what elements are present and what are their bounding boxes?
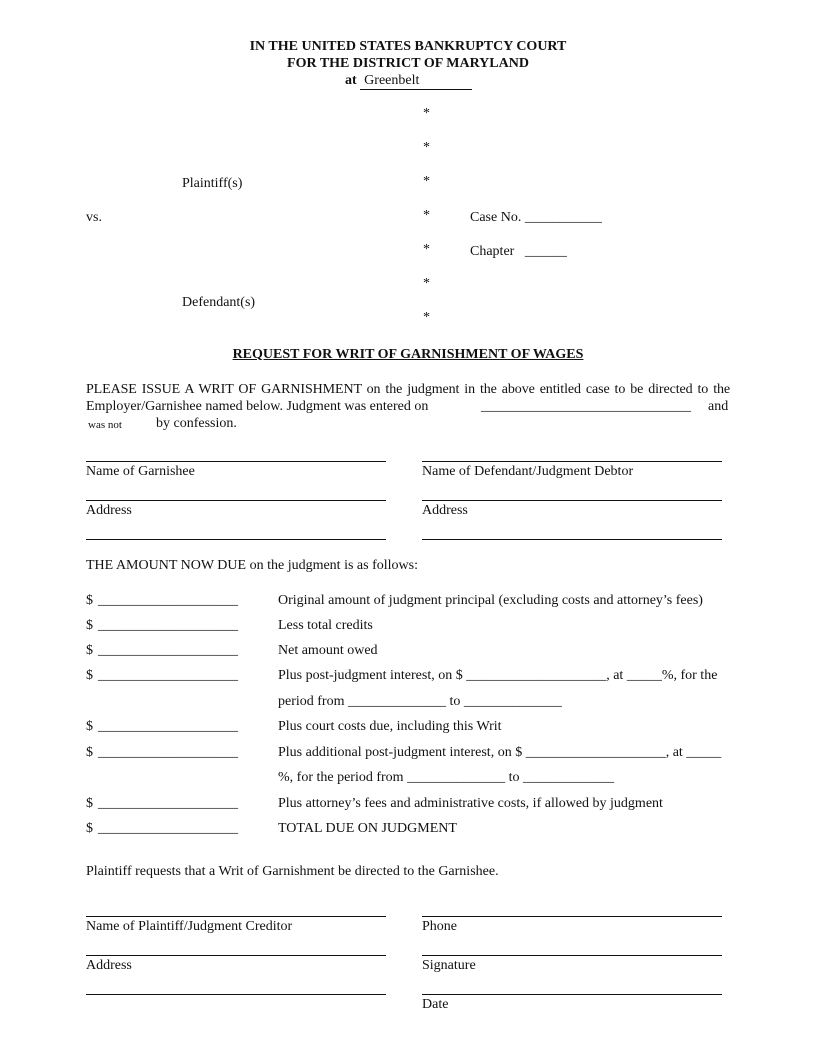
date-label: Date bbox=[422, 997, 449, 1012]
debtor-address-label: Address bbox=[422, 503, 468, 518]
amount-field[interactable]: ____________________ bbox=[98, 745, 238, 760]
amount-field[interactable]: ____________________ bbox=[98, 719, 238, 734]
caption-star: * bbox=[423, 140, 430, 155]
total-label: TOTAL DUE ON JUDGMENT bbox=[278, 821, 457, 836]
court-title: IN THE UNITED STATES BANKRUPTCY COURT bbox=[249, 39, 567, 54]
amount-dollar: $ bbox=[86, 618, 93, 633]
garnishee-name-line[interactable] bbox=[86, 461, 386, 462]
amount-row-label: Original amount of judgment principal (excluding costs and attorney’s fees) bbox=[278, 593, 703, 608]
case-number-field[interactable]: Case No. ___________ bbox=[470, 210, 602, 225]
chapter-field[interactable]: Chapter ______ bbox=[470, 244, 567, 259]
amount-field[interactable]: ____________________ bbox=[98, 618, 238, 633]
amount-dollar: $ bbox=[86, 719, 93, 734]
location-line bbox=[345, 73, 472, 90]
plaintiff-label: Plaintiff(s) bbox=[182, 176, 243, 191]
amount-field[interactable]: ____________________ bbox=[98, 593, 238, 608]
signature-line[interactable] bbox=[422, 955, 722, 956]
intro-line-1: PLEASE ISSUE A WRIT OF GARNISHMENT on the judgment in the above entitled case to be directed to the bbox=[86, 382, 730, 397]
amount-dollar: $ bbox=[86, 668, 93, 683]
creditor-address-line-2[interactable] bbox=[86, 994, 386, 995]
caption-star: * bbox=[423, 310, 430, 325]
form-title: REQUEST FOR WRIT OF GARNISHMENT OF WAGES bbox=[232, 347, 584, 362]
judgment-date-field[interactable]: ______________________________ bbox=[481, 399, 691, 414]
amount-row-label: %, for the period from ______________ to _____________ bbox=[278, 770, 614, 785]
amount-row-label: Less total credits bbox=[278, 618, 373, 633]
intro-line-3: by confession. bbox=[156, 416, 237, 431]
caption-star: * bbox=[423, 106, 430, 121]
location-field[interactable]: Greenbelt bbox=[360, 73, 472, 90]
vs-label: vs. bbox=[86, 210, 102, 225]
defendant-label: Defendant(s) bbox=[182, 295, 256, 310]
creditor-address-line[interactable] bbox=[86, 955, 386, 956]
debtor-address-line-2[interactable] bbox=[422, 539, 722, 540]
amount-field[interactable]: ____________________ bbox=[98, 668, 238, 683]
debtor-address-line[interactable] bbox=[422, 500, 722, 501]
amount-field[interactable]: ____________________ bbox=[98, 643, 238, 658]
intro-and: and bbox=[708, 399, 729, 414]
caption-star: * bbox=[423, 242, 430, 257]
amount-row-label: Plus court costs due, including this Writ bbox=[278, 719, 502, 734]
date-line[interactable] bbox=[422, 994, 722, 995]
caption-star: * bbox=[423, 208, 430, 223]
amount-heading: THE AMOUNT NOW DUE on the judgment is as follows: bbox=[86, 558, 418, 573]
creditor-name-line[interactable] bbox=[86, 916, 386, 917]
creditor-label: Name of Plaintiff/Judgment Creditor bbox=[86, 919, 293, 934]
garnishee-address-line[interactable] bbox=[86, 500, 386, 501]
request-statement: Plaintiff requests that a Writ of Garnishment be directed to the Garnishee. bbox=[86, 864, 499, 879]
was-not-selector[interactable]: was not bbox=[88, 419, 122, 431]
garnishee-address-line-2[interactable] bbox=[86, 539, 386, 540]
phone-line[interactable] bbox=[422, 916, 722, 917]
amount-dollar: $ bbox=[86, 643, 93, 658]
amount-field[interactable]: ____________________ bbox=[98, 796, 238, 811]
amount-dollar: $ bbox=[86, 796, 93, 811]
at-label: at bbox=[345, 73, 357, 88]
intro-line-2: Employer/Garnishee named below. Judgment was entered on bbox=[86, 399, 429, 414]
debtor-name-line[interactable] bbox=[422, 461, 722, 462]
phone-label: Phone bbox=[422, 919, 457, 934]
garnishee-address-label: Address bbox=[86, 503, 132, 518]
amount-row-label: Plus additional post-judgment interest, on $ ____________________, at _____ bbox=[278, 745, 722, 760]
caption-star: * bbox=[423, 174, 430, 189]
amount-dollar: $ bbox=[86, 593, 93, 608]
total-amount-field[interactable]: ____________________ bbox=[98, 821, 238, 836]
amount-dollar: $ bbox=[86, 745, 93, 760]
amount-row-label: Net amount owed bbox=[278, 643, 378, 658]
debtor-label: Name of Defendant/Judgment Debtor bbox=[422, 464, 634, 479]
amount-row-label: Plus attorney’s fees and administrative costs, if allowed by judgment bbox=[278, 796, 663, 811]
district-title: FOR THE DISTRICT OF MARYLAND bbox=[287, 56, 529, 71]
caption-star: * bbox=[423, 276, 430, 291]
signature-label: Signature bbox=[422, 958, 476, 973]
amount-row-label: period from ______________ to ______________ bbox=[278, 694, 562, 709]
creditor-address-label: Address bbox=[86, 958, 132, 973]
amount-row-label: Plus post-judgment interest, on $ ____________________, at _____%, for the bbox=[278, 668, 718, 683]
garnishee-label: Name of Garnishee bbox=[86, 464, 195, 479]
amount-dollar: $ bbox=[86, 821, 93, 836]
